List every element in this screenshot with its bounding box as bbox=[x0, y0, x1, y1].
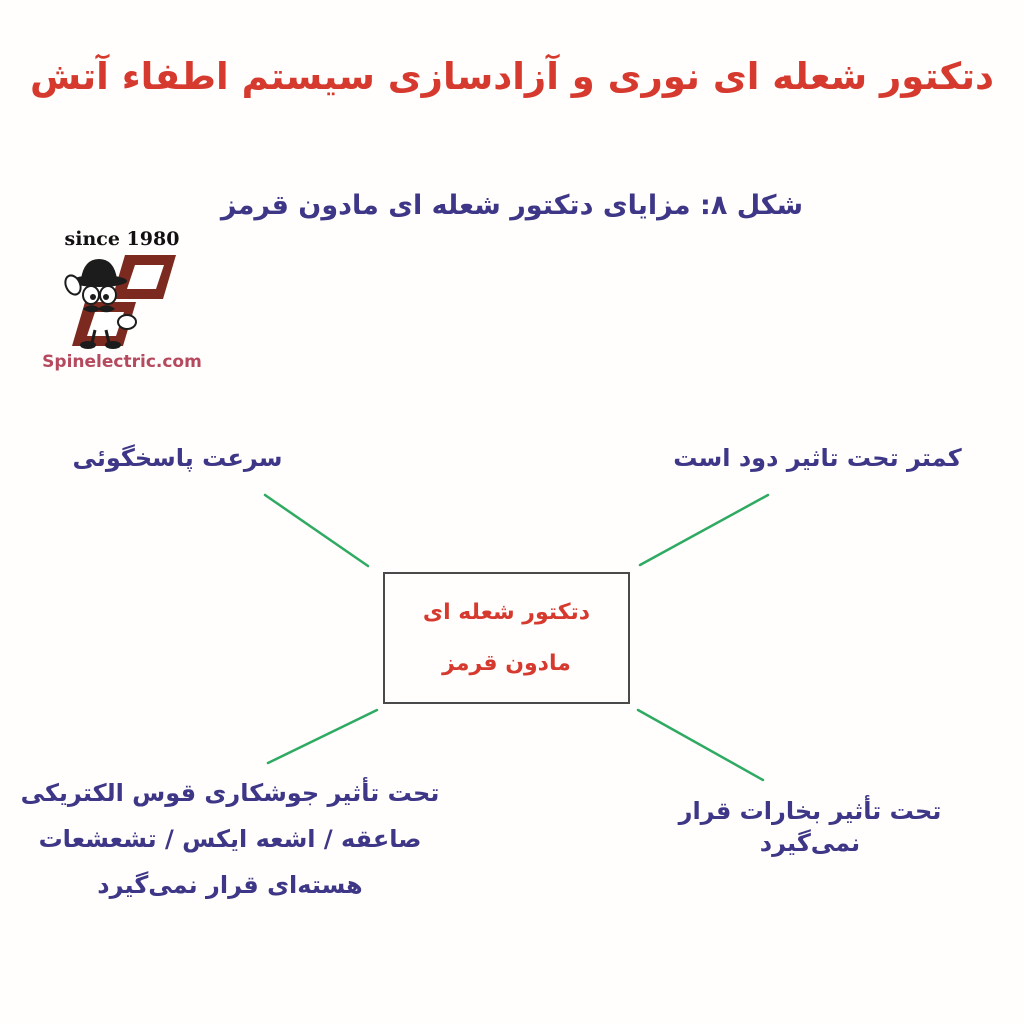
connector-top-left bbox=[265, 495, 368, 566]
page-title: دتکتور شعله ای نوری و آزادسازی سیستم اطفاء آتش bbox=[29, 55, 994, 98]
company-logo bbox=[42, 228, 202, 372]
connector-bottom-left bbox=[268, 710, 377, 763]
connector-bottom-right bbox=[638, 710, 763, 780]
advantage-response-speed: سرعت پاسخگوئی bbox=[72, 444, 283, 472]
mascot-icon bbox=[47, 252, 197, 350]
advantage-less-smoke-affected: کمتر تحت تاثیر دود است bbox=[673, 444, 962, 472]
connector-top-right bbox=[640, 495, 768, 565]
logo-website-text: Spinelectric.com bbox=[42, 352, 202, 372]
advantage-bl-line3: هسته‌ای قرار نمی‌گیرد bbox=[97, 871, 363, 899]
advantage-bl-line1: تحت تأثیر جوشکاری قوس الکتریکی bbox=[20, 779, 440, 807]
advantage-bl-line2: صاعقه / اشعه ایکس / تشعشعات bbox=[38, 825, 422, 853]
advantage-not-affected-vapors: تحت تأثیر بخارات قرار نمی‌گیرد bbox=[678, 797, 942, 858]
central-box-line1: دتکتور شعله ای bbox=[422, 600, 591, 625]
central-concept-box bbox=[383, 572, 630, 704]
advantage-not-affected-welding bbox=[15, 770, 445, 908]
figure-caption: شکل ۸: مزایای دتکتور شعله ای مادون قرمز bbox=[220, 190, 804, 221]
logo-since-text: since 1980 bbox=[64, 228, 180, 250]
central-box-line2: مادون قرمز bbox=[442, 651, 571, 676]
